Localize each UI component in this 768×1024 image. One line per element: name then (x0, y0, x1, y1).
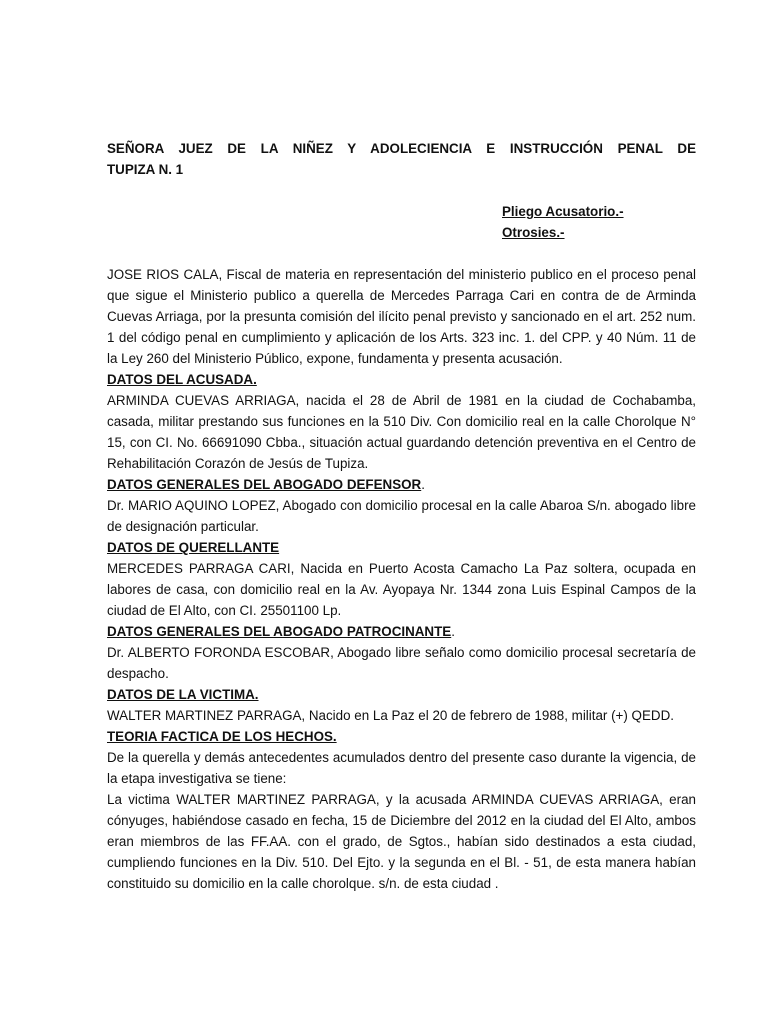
section-heading-patrocinante (107, 621, 696, 642)
patrocinante-heading-text: DATOS GENERALES DEL ABOGADO PATROCINANTE (107, 624, 452, 639)
document-reference (107, 201, 696, 243)
teoria-paragraph-2: La victima WALTER MARTINEZ PARRAGA, y la acusada ARMINDA CUEVAS ARRIAGA, eran cónyuges, habiéndose casado en fecha, 15 de Diciembre del 2012 en la ciudad del El Alto, ambos eran miembros de las FF.AA. con el grado, de Sgtos., habían sido destinados a esta ciudad, cumpliendo funciones en la Div. 510. Del Ejto. y la segunda en el Bl. - 51, de esta manera habían constituido su domicilio en la calle chorolque. s/n. de esta ciudad . (107, 792, 696, 891)
court-address-line-1: SEÑORA JUEZ DE LA NIÑEZ Y ADOLECIENCIA E INSTRUCCIÓN PENAL DE (107, 141, 696, 156)
section-heading-defensor (107, 474, 696, 495)
intro-paragraph: JOSE RIOS CALA, Fiscal de materia en representación del ministerio publico en el proceso penal que sigue el Ministerio publico a querella de Mercedes Parraga Cari en contra de de Arminda Cuevas Arriaga, por la presunta comisión del ilícito penal previsto y sancionado en el art. 252 num. 1 del código penal en cumplimiento y aplicación de los Arts. 323 inc. 1. del CPP. y 40 Núm. 11 de la Ley 260 del Ministerio Público, expone, fundamenta y presenta acusación. (107, 267, 696, 366)
heading-period: . (421, 477, 425, 492)
section-heading-acusada (107, 369, 696, 390)
section-heading-querellante: DATOS DE QUERELLANTE (107, 540, 280, 555)
victima-paragraph: WALTER MARTINEZ PARRAGA, Nacido en La Paz el 20 de febrero de 1988, militar (+) QEDD. (107, 708, 674, 723)
defensor-paragraph: Dr. MARIO AQUINO LOPEZ, Abogado con domicilio procesal en la calle Abaroa S/n. abogado libre de designación particular. (107, 498, 696, 534)
acusada-heading-text: DATOS DEL ACUSADA. (107, 372, 257, 387)
querellante-paragraph: MERCEDES PARRAGA CARI, Nacida en Puerto Acosta Camacho La Paz soltera, ocupada en labores de casa, con domicilio real en la Av. Ayopaya Nr. 1344 zona Luis Espinal Campos de la ciudad de El Alto, con CI. 25501100 Lp. (107, 561, 696, 618)
defensor-heading-text: DATOS GENERALES DEL ABOGADO DEFENSOR (107, 477, 422, 492)
court-address-line-2: TUPIZA N. 1 (107, 162, 184, 177)
patrocinante-paragraph: Dr. ALBERTO FORONDA ESCOBAR, Abogado libre señalo como domicilio procesal secretaría de despacho. (107, 645, 696, 681)
teoria-paragraph-1: De la querella y demás antecedentes acumulados dentro del presente caso durante la vigencia, de la etapa investigativa se tiene: (107, 750, 696, 786)
acusada-paragraph: ARMINDA CUEVAS ARRIAGA, nacida el 28 de Abril de 1981 en la ciudad de Cochabamba, casada, militar prestando sus funciones en la 510 Div. Con domicilio real en la calle Chorolque N° 15, con CI. No. 66691090 Cbba., situación actual guardando detención preventiva en el Centro de Rehabilitación Corazón de Jesús de Tupiza. (107, 393, 696, 471)
spacer (107, 243, 696, 264)
section-heading-teoria: TEORIA FACTICA DE LOS HECHOS. (107, 729, 337, 744)
reference-otrosies: Otrosies.- (502, 225, 565, 240)
heading-period: . (451, 624, 455, 639)
section-heading-victima: DATOS DE LA VICTIMA. (107, 687, 259, 702)
reference-pliego: Pliego Acusatorio.- (502, 204, 624, 219)
spacer (107, 180, 696, 201)
document-body (107, 138, 696, 894)
